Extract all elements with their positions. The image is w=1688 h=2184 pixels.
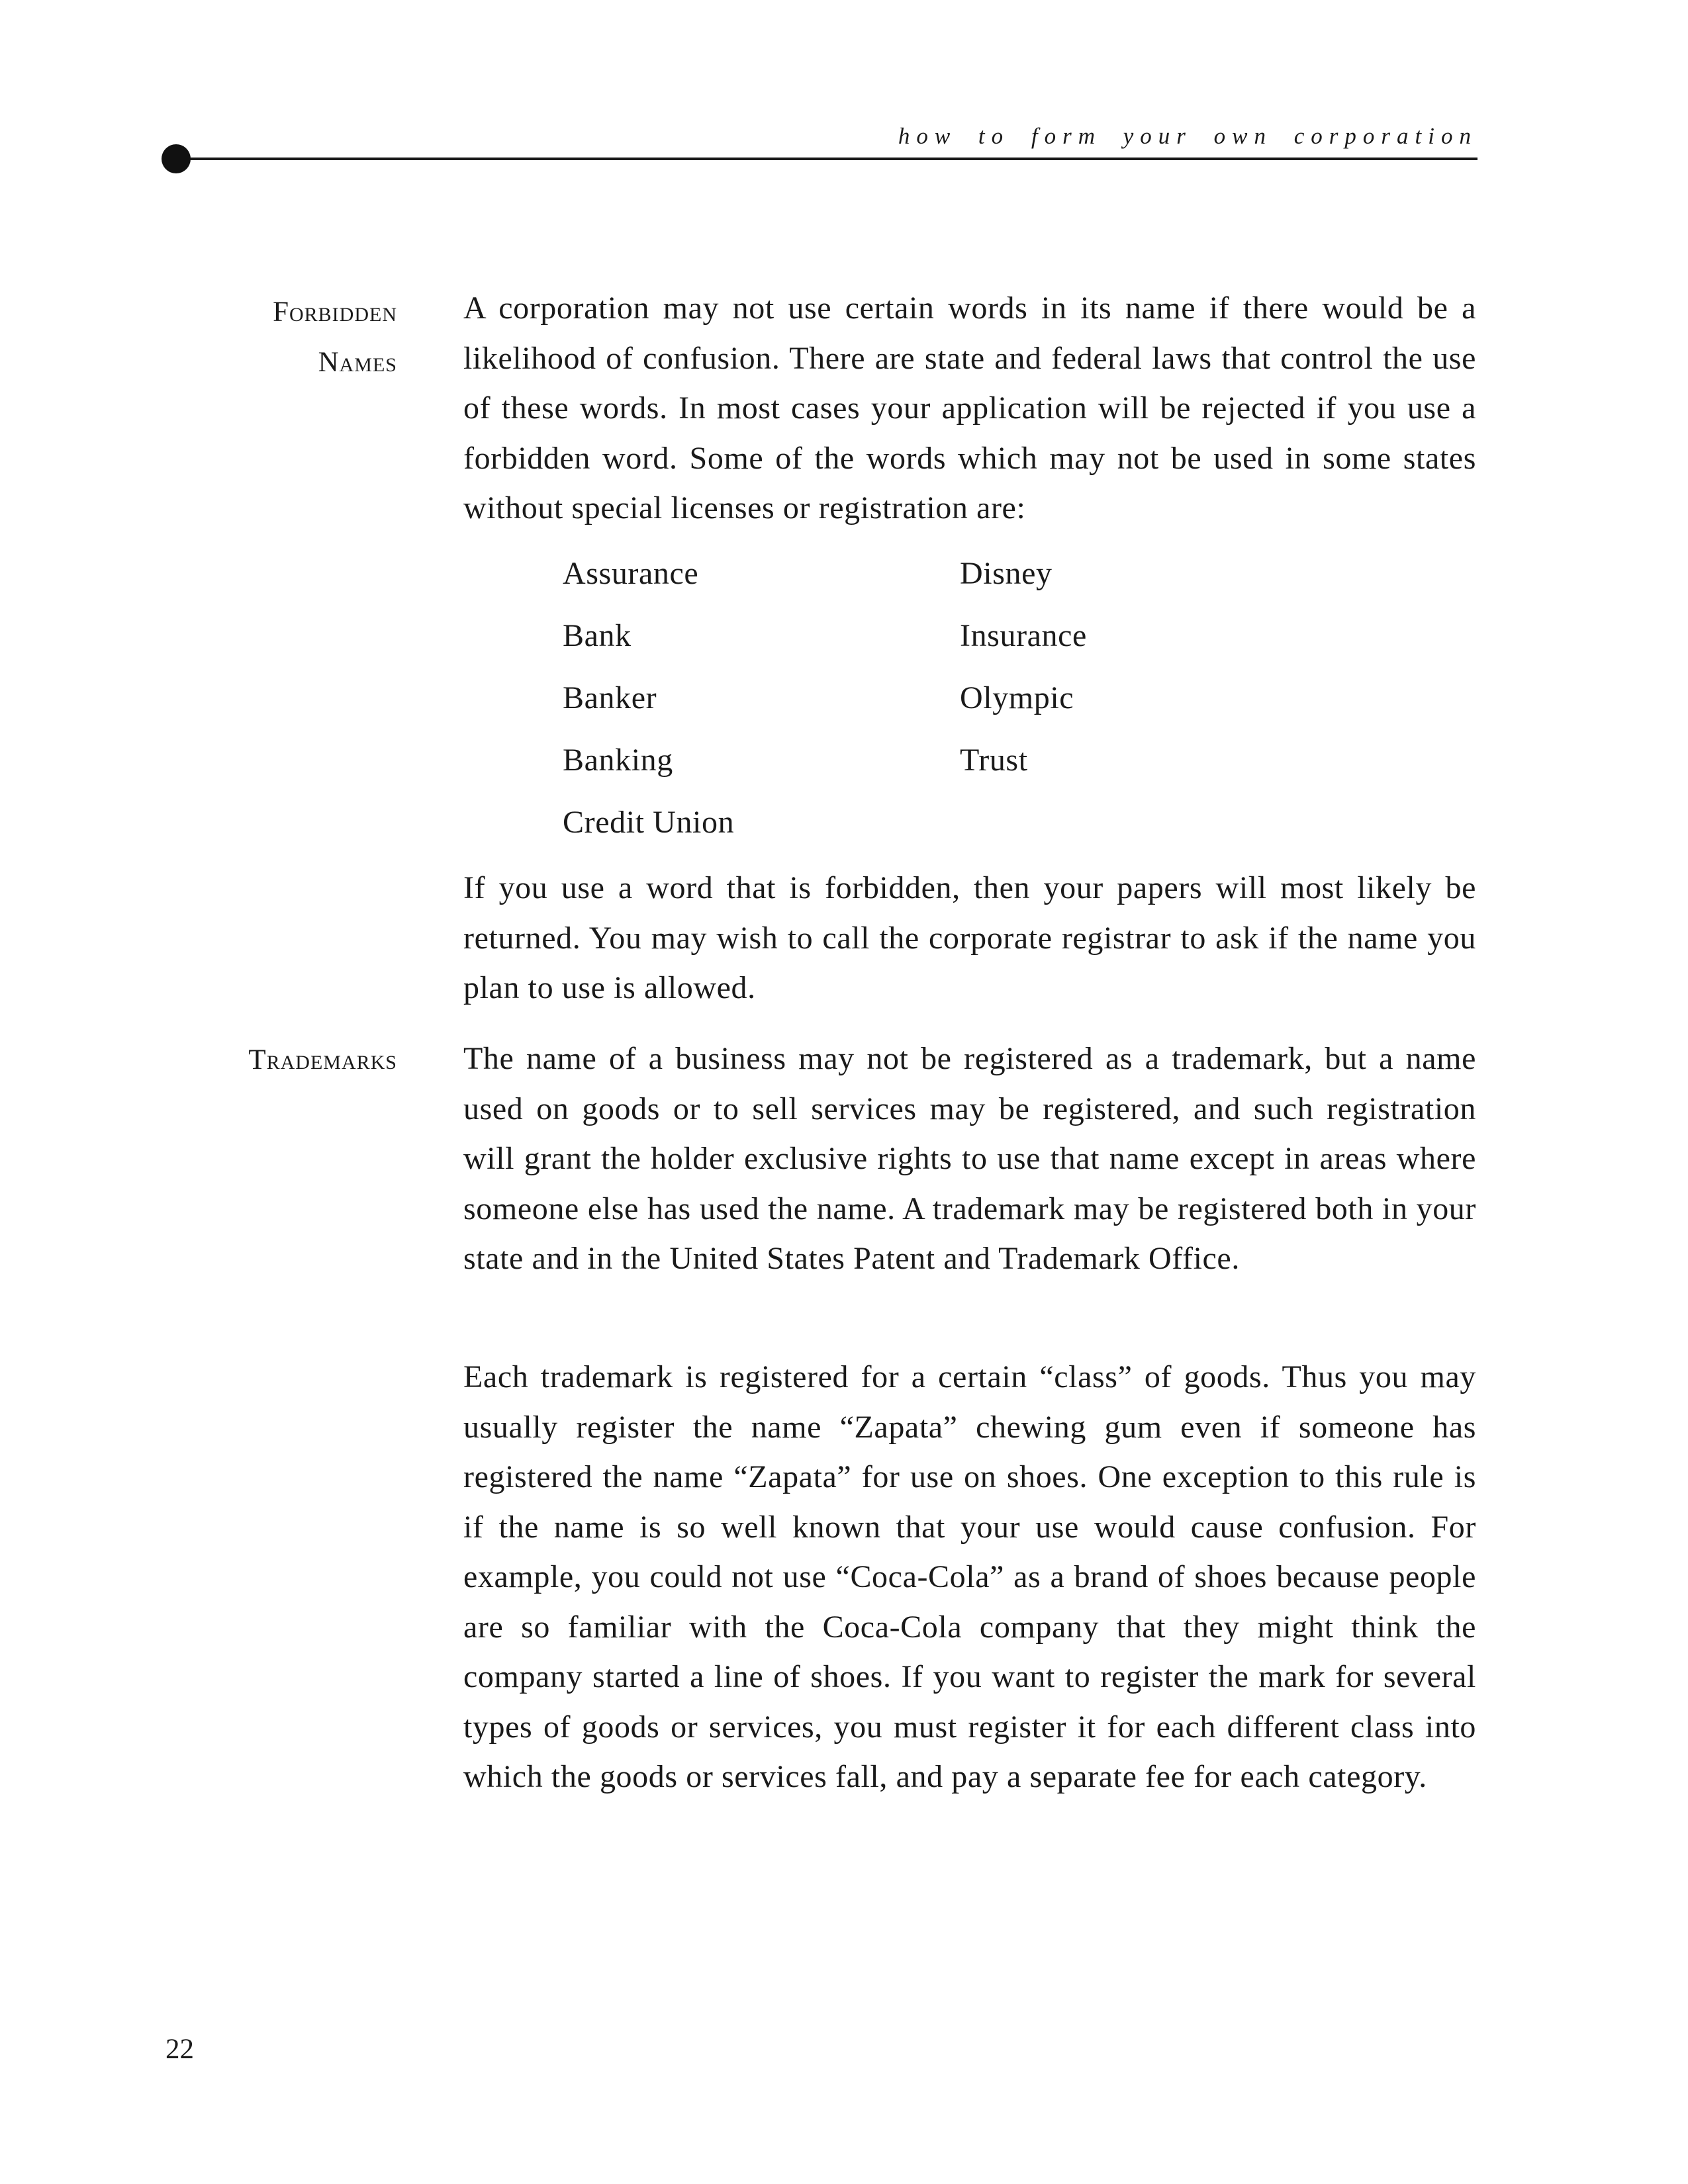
list-item: Banking [563,743,673,778]
header-rule [175,158,1477,160]
page-number: 22 [165,2034,194,2065]
side-heading-line: Names [318,347,397,378]
list-item: Olympic [960,680,1074,715]
list-item: Assurance [563,556,699,591]
running-head: how to form your own corporation [898,123,1477,149]
side-heading-line: Trademarks [248,1044,397,1075]
side-heading-forbidden-names [273,287,397,388]
trademarks-paragraph-2: Each trademark is registered for a certain “class” of goods. Thus you may usually register the name “Zapata” chewing gum even if someone has registered the name “Zapata” for use on shoes. One exception to this rule is if the name is so well known that your use would cause confusion. For example, you could not use “Coca-Cola” as a brand of shoes because people are so familiar with the Coca-Cola company that they might think the company started a line of shoes. If you want to register the mark for several types of goods or services, you must register it for each different class into which the goods or services fall, and pay a separate fee for each category. [463,1359,1476,1794]
list-item: Credit Union [563,805,735,840]
list-item: Bank [563,618,632,653]
list-item: Trust [960,743,1028,778]
side-heading-line: Forbidden [273,296,397,328]
forbidden-names-intro: A corporation may not use certain words in its name if there would be a likelihood of confusion. There are state and federal laws that control the use of these words. In most cases your application will be rejected if you use a forbidden word. Some of the words which may not be used in some states without special licenses or registration are: [463,291,1476,525]
trademarks-paragraph-1: The name of a business may not be registered as a trademark, but a name used on goods or to sell services may be registered, and such registration will grant the holder exclusive rights to use that name except in areas where someone else has used the name. A trademark may be registered both in your state and in the United States Patent and Trademark Office. [463,1041,1476,1276]
header-bullet [162,144,191,173]
forbidden-words-list [563,543,1225,854]
list-item: Banker [563,680,657,715]
list-item: Disney [960,556,1053,591]
list-item: Insurance [960,618,1087,653]
forbidden-names-followup: If you use a word that is forbidden, then your papers will most likely be returned. You may wish to call the corporate registrar to ask if the name you plan to use is allowed. [463,870,1476,1005]
side-heading-trademarks [248,1035,397,1085]
